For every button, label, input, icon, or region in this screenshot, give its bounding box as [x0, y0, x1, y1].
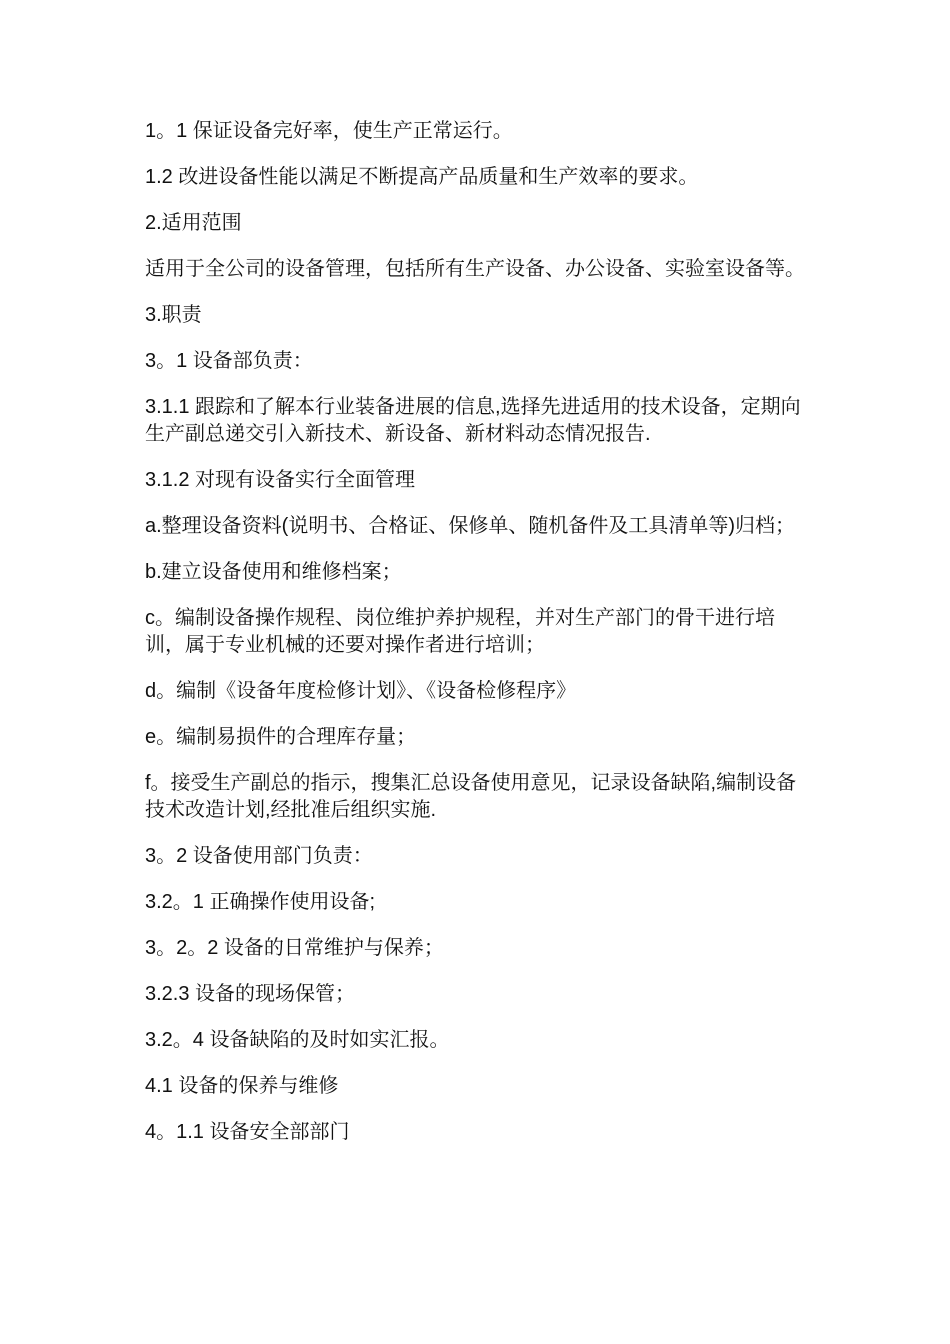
- document-body: [145, 118, 810, 1165]
- paragraph-3-2-3: 3.2.3 设备的现场保管；: [145, 983, 356, 1005]
- list-item-a: a.整理设备资料(说明书、合格证、保修单、随机备件及工具清单等)归档；: [145, 515, 795, 537]
- paragraph-3-2: 3。2 设备使用部门负责：: [145, 845, 373, 867]
- paragraph-1-2: 1.2 改进设备性能以满足不断提高产品质量和生产效率的要求。: [145, 166, 699, 188]
- paragraph-3-1-2: 3.1.2 对现有设备实行全面管理: [145, 469, 416, 491]
- list-item-d: d。编制《设备年度检修计划》、《设备检修程序》: [145, 680, 577, 702]
- list-item-c: c。编制设备操作规程、岗位维护养护规程，并对生产部门的骨干进行培训，属于专业机械的还要对操作者进行培训；: [145, 607, 775, 656]
- paragraph-3-1: 3。1 设备部负责：: [145, 350, 313, 372]
- list-item-f: f。接受生产副总的指示，搜集汇总设备使用意见，记录设备缺陷,编制设备技术改造计划,经批准后组织实施.: [145, 772, 797, 821]
- paragraph-4-1-1: 4。1.1 设备安全部部门: [145, 1121, 350, 1143]
- paragraph-3-2-2: 3。2。2 设备的日常维护与保养；: [145, 937, 444, 959]
- paragraph-4-1: 4.1 设备的保养与维修: [145, 1075, 339, 1097]
- paragraph-3-2-4: 3.2。4 设备缺陷的及时如实汇报。: [145, 1029, 450, 1051]
- section-heading-duties: 3.职责: [145, 304, 202, 326]
- paragraph-scope: 适用于全公司的设备管理，包括所有生产设备、办公设备、实验室设备等。: [145, 258, 805, 280]
- list-item-b: b.建立设备使用和维修档案；: [145, 561, 402, 583]
- list-item-e: e。编制易损件的合理库存量；: [145, 726, 417, 748]
- paragraph-3-2-1: 3.2。1 正确操作使用设备;: [145, 891, 376, 913]
- section-heading-scope: 2.适用范围: [145, 212, 242, 234]
- paragraph-1-1: 1。1 保证设备完好率，使生产正常运行。: [145, 120, 513, 142]
- paragraph-3-1-1: 3.1.1 跟踪和了解本行业装备进展的信息,选择先进适用的技术设备，定期向生产副总递交引入新技术、新设备、新材料动态情况报告.: [145, 396, 801, 445]
